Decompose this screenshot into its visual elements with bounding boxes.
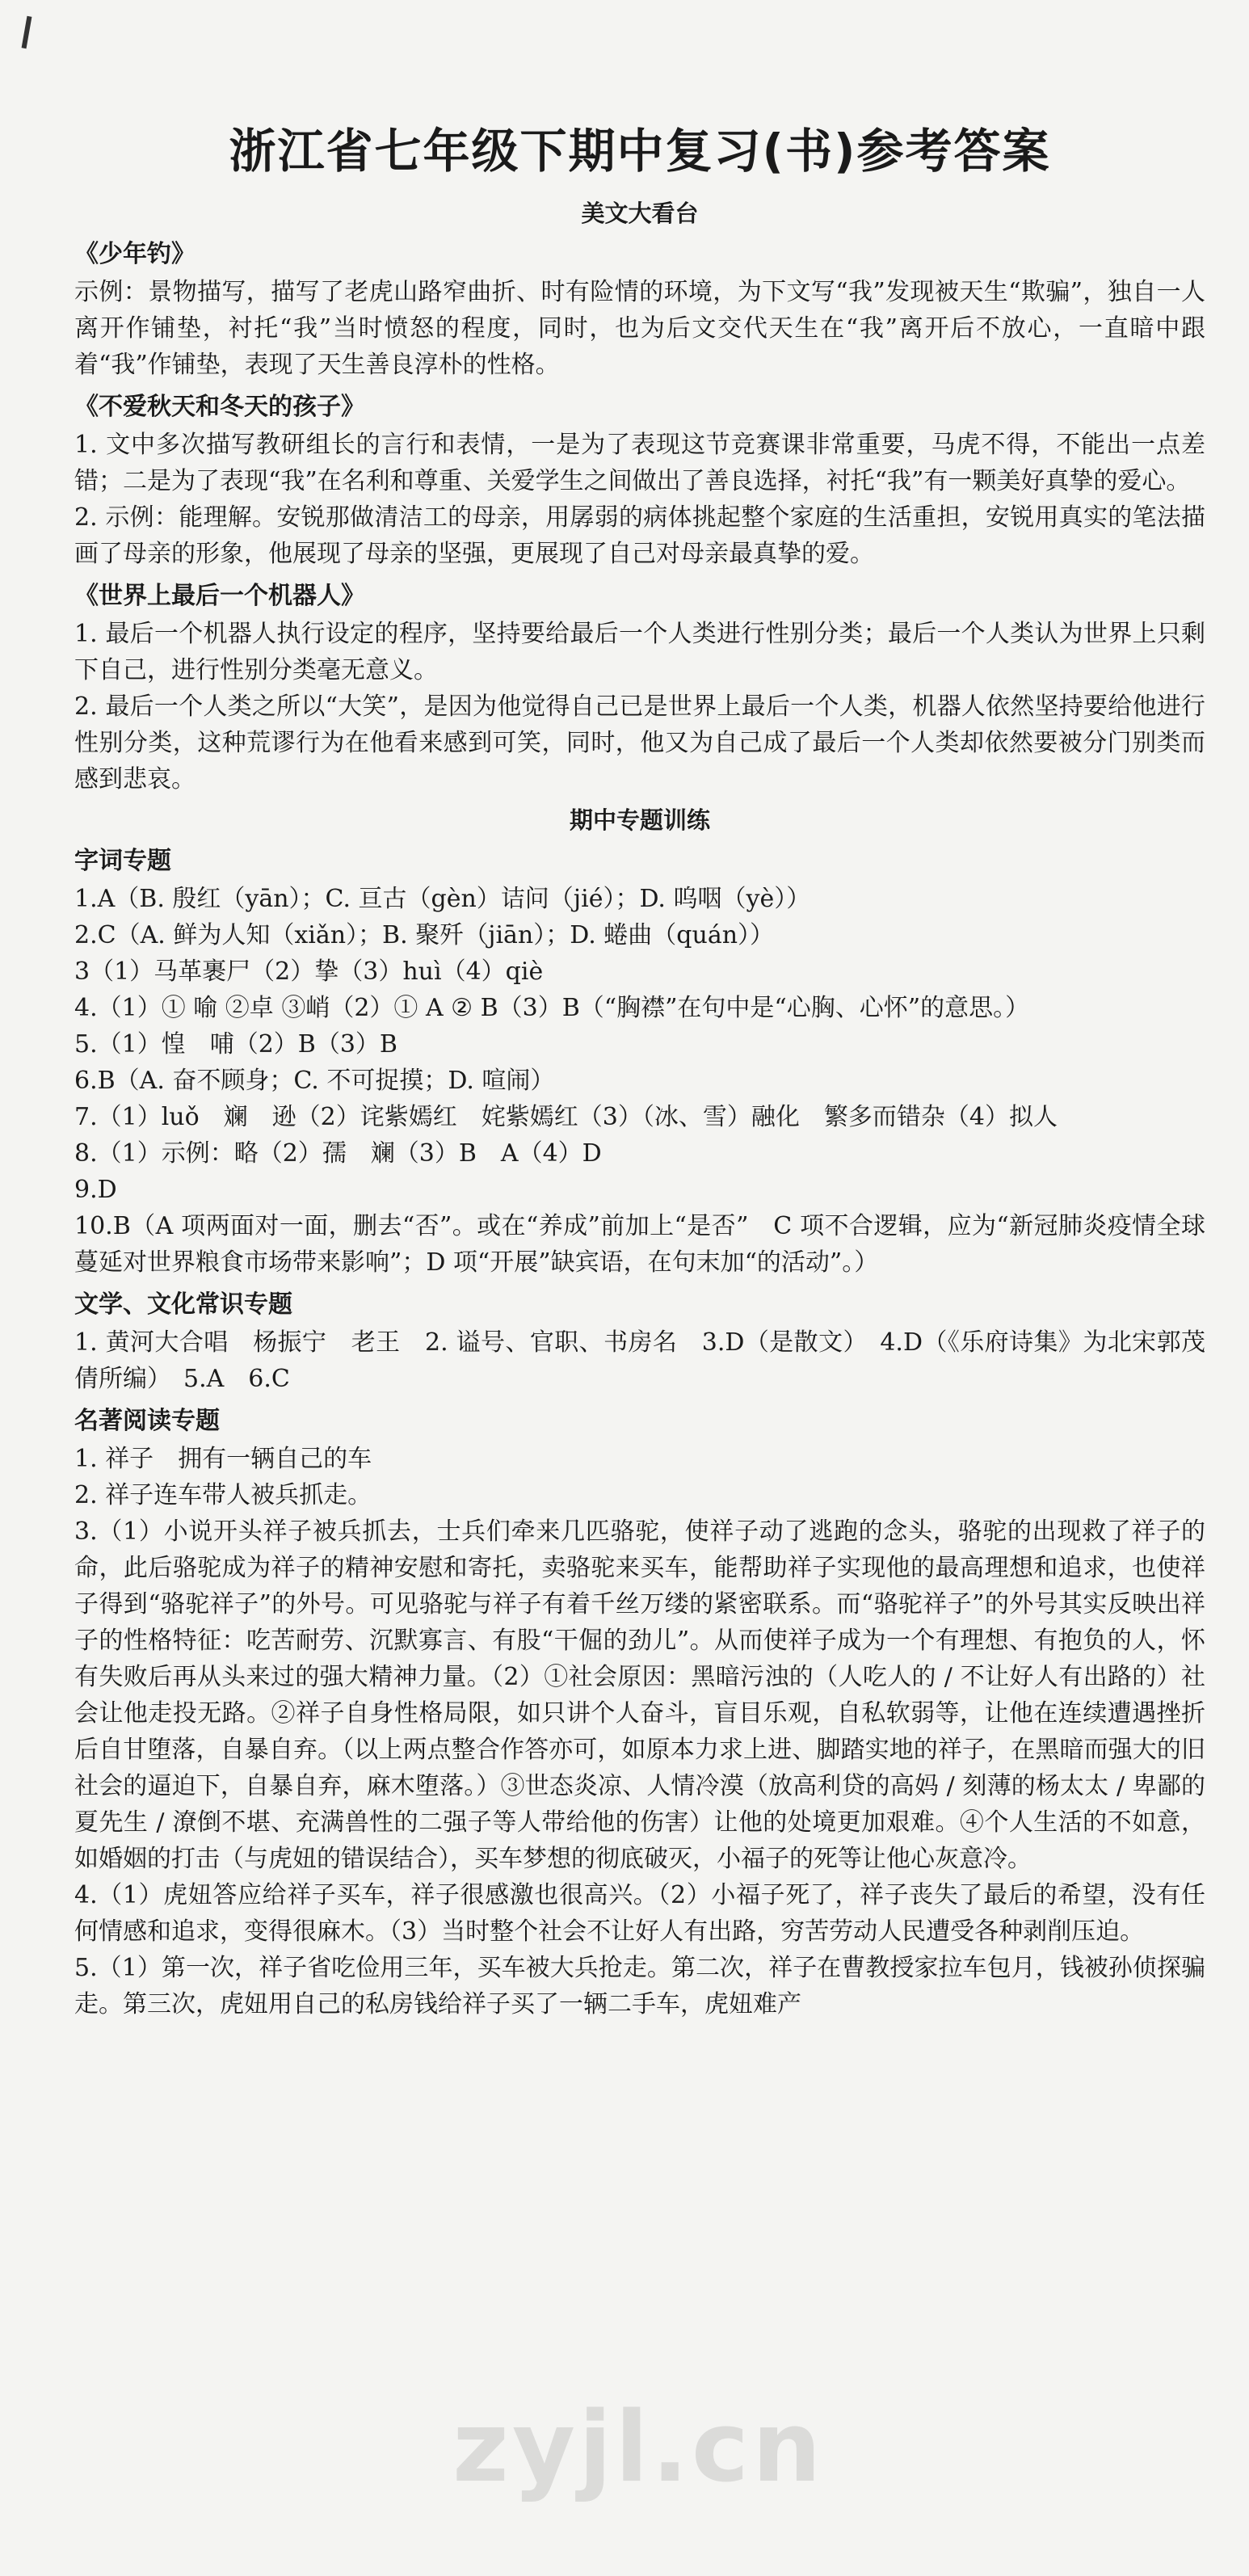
section-heading-midterm: 期中专题训练 — [569, 806, 710, 834]
answer-line: 5.（1）第一次，祥子省吃俭用三年，买车被大兵抢走。第二次，祥子在曹教授家拉车包月，钱被孙侦探骗走。第三次，虎妞用自己的私房钱给祥子买了一辆二手车，虎妞难产 — [74, 1954, 1205, 2018]
answer-line: 8.（1）示例：略（2）孺 斓（3）B A（4）D — [74, 1139, 602, 1168]
article-title: 《少年钓》 — [74, 240, 196, 268]
answer-line: 1. 黄河大合唱 杨振宁 老王 2. 谥号、官职、书房名 3.D（是散文） 4.D（《乐府诗集》为北宋郭茂倩所编） 5.A 6.C — [74, 1328, 1205, 1393]
answer-line: 2.C（A. 鲜为人知（xiǎn）；B. 聚歼（jiān）；D. 蜷曲（quán）） — [74, 921, 775, 949]
answer-line: 6.B（A. 奋不顾身；C. 不可捉摸；D. 喧闹） — [74, 1067, 555, 1095]
answer-paragraph: 1. 文中多次描写教研组长的言行和表情，一是为了表现这节竞赛课非常重要，马虎不得，不能出一点差错；二是为了表现“我”在名利和尊重、关爱学生之间做出了善良选择，衬托“我”有一颗美好真挚的爱心。 — [74, 431, 1205, 495]
article-title: 《不爱秋天和冬天的孩子》 — [74, 393, 365, 421]
answer-line: 1. 祥子 拥有一辆自己的车 — [74, 1445, 372, 1473]
article-3 — [74, 579, 1205, 798]
answer-line: 10.B（A 项两面对一面，删去“否”。或在“养成”前加上“是否” C 项不合逻辑，应为“新冠肺炎疫情全球蔓延对世界粮食市场带来影响”；D 项“开展”缺宾语，在句末加“的活动”。） — [74, 1212, 1205, 1277]
group-classics — [74, 1404, 1205, 2022]
answer-page — [74, 113, 1205, 2022]
article-1 — [74, 237, 1205, 383]
page-title: 浙江省七年级下期中复习(书)参考答案 — [229, 124, 1051, 179]
answer-line: 9.D — [74, 1176, 117, 1204]
answer-line: 2. 祥子连车带人被兵抓走。 — [74, 1481, 372, 1509]
watermark: zyjl.cn — [452, 2392, 825, 2504]
answer-paragraph: 2. 示例：能理解。安锐那做清洁工的母亲，用孱弱的病体挑起整个家庭的生活重担，安锐用真实的笔法描画了母亲的形象，他展现了母亲的坚强，更展现了自己对母亲最真挚的爱。 — [74, 503, 1205, 568]
group-literature — [74, 1287, 1205, 1397]
article-title: 《世界上最后一个机器人》 — [74, 582, 365, 610]
answer-line: 3（1）马革裹尸（2）挚（3）huì（4）qiè — [74, 958, 544, 986]
answer-line: 4.（1）① 喻 ②卓 ③峭（2）① A ② B（3）B（“胸襟”在句中是“心胸、心怀”的意思。） — [74, 994, 1030, 1022]
group-vocabulary — [74, 844, 1205, 1281]
answer-paragraph: 1. 最后一个机器人执行设定的程序，坚持要给最后一个人类进行性别分类；最后一个人类认为世界上只剩下自己，进行性别分类毫无意义。 — [74, 620, 1205, 684]
answer-paragraph: 2. 最后一个人类之所以“大笑”，是因为他觉得自己已是世界上最后一个人类，机器人依然坚持要给他进行性别分类，这种荒谬行为在他看来感到可笑，同时，他又为自己成了最后一个人类却依然要被分门别类而感到悲哀。 — [74, 692, 1205, 793]
answer-line: 7.（1）luǒ 斓 逊（2）诧紫嫣红 姹紫嫣红（3）（冰、雪）融化 繁多而错杂（4）拟人 — [74, 1103, 1058, 1131]
article-2 — [74, 389, 1205, 572]
answer-line: 5.（1）惶 哺（2）B（3）B — [74, 1030, 397, 1059]
answer-line: 4.（1）虎妞答应给祥子买车，祥子很感激也很高兴。（2）小福子死了，祥子丧失了最后的希望，没有任何情感和追求，变得很麻木。（3）当时整个社会不让好人有出路，穷苦劳动人民遭受各种剥削压迫。 — [74, 1881, 1205, 1946]
group-title: 名著阅读专题 — [74, 1407, 220, 1435]
answer-paragraph: 示例：景物描写，描写了老虎山路窄曲折、时有险情的环境，为下文写“我”发现被天生“欺骗”，独自一人离开作铺垫，衬托“我”当时愤怒的程度，同时，也为后文交代天生在“我”离开后不放心，一直暗中跟着“我”作铺垫，表现了天生善良淳朴的性格。 — [74, 278, 1205, 379]
answer-line: 3.（1）小说开头祥子被兵抓去，士兵们牵来几匹骆驼，使祥子动了逃跑的念头，骆驼的出现救了祥子的命，此后骆驼成为祥子的精神安慰和寄托，卖骆驼来买车，能帮助祥子实现他的最高理想和追求，也使祥子得到“骆驼祥子”的外号。可见骆驼与祥子有着千丝万缕的紧密联系。而“骆驼祥子”的外号其实反映出祥子的性格特征：吃苦耐劳、沉默寡言、有股“干倔的劲儿”。从而使祥子成为一个有理想、有抱负的人，怀有失败后再从头来过的强大精神力量。（2）①社会原因：黑暗污浊的（人吃人的 / 不让好人有出路的）社会让他走投无路。②祥子自身性格局限，如只讲个人奋斗，盲目乐观，自私软弱等，让他在连续遭遇挫折后自甘堕落，自暴自弃。（以上两点整合作答亦可，如原本力求上进、脚踏实地的祥子，在黑暗而强大的旧社会的逼迫下，自暴自弃，麻木堕落。）③世态炎凉、人情冷漠（放高利贷的高妈 / 刻薄的杨太太 / 卑鄙的夏先生 / 潦倒不堪、充满兽性的二强子等人带给他的伤害）让他的处境更加艰难。④个人生活的不如意，如婚姻的打击（与虎妞的错误结合），买车梦想的彻底破灭，小福子的死等让他心灰意冷。 — [74, 1517, 1205, 1873]
section-heading-reading: 美文大看台 — [581, 200, 699, 227]
group-title: 字词专题 — [74, 847, 171, 875]
group-title: 文学、文化常识专题 — [74, 1290, 292, 1319]
corner-mark — [22, 16, 32, 48]
answer-line: 1.A（B. 殷红（yān）；C. 亘古（gèn）诘问（jié）；D. 呜咽（yè）） — [74, 885, 811, 913]
